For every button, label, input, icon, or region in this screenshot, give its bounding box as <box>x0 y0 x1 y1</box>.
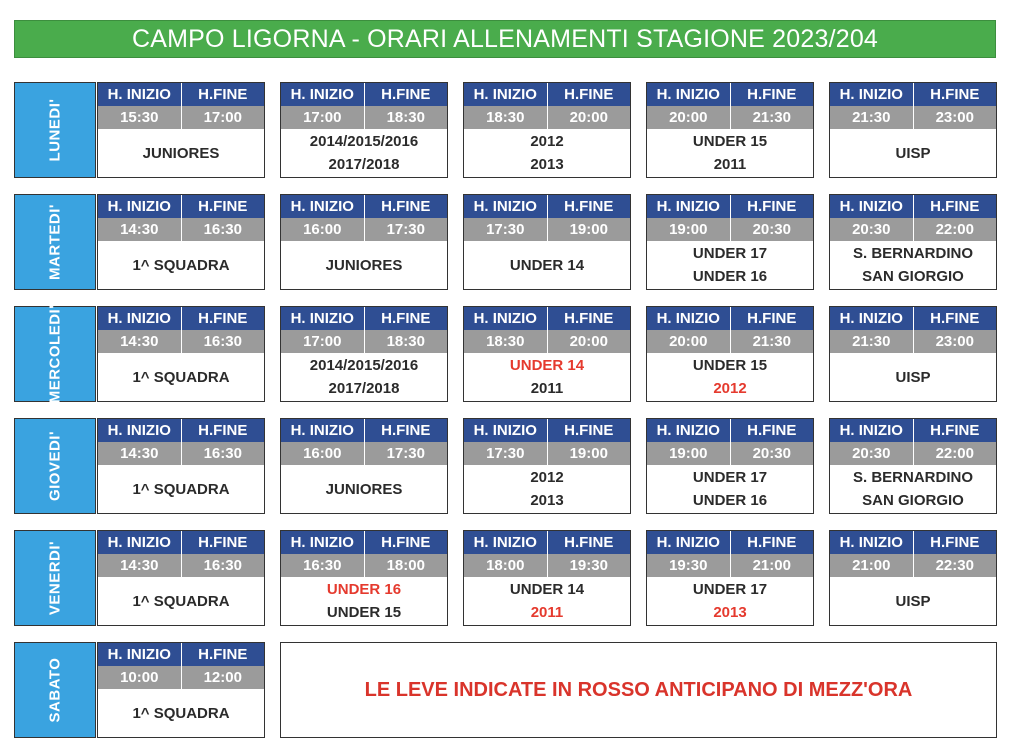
slot-time-row <box>464 330 630 353</box>
slot-teams <box>830 129 996 177</box>
end-header: H.FINE <box>564 198 614 215</box>
team-name: 2012 <box>713 380 747 397</box>
start-header: H. INIZIO <box>464 307 548 330</box>
start-time: 15:30 <box>98 106 182 129</box>
end-header: H.FINE <box>564 310 614 327</box>
training-slot <box>280 82 448 178</box>
slot-header-row <box>281 83 447 106</box>
slot-time-row <box>647 330 813 353</box>
start-header: H. INIZIO <box>647 83 731 106</box>
training-slot <box>97 418 265 514</box>
slot-teams <box>281 129 447 177</box>
team-name: UNDER 14 <box>509 357 585 374</box>
team-name: 2011 <box>530 604 564 621</box>
slot-time-row <box>830 330 996 353</box>
slot-header-row <box>281 419 447 442</box>
team-name: JUNIORES <box>142 144 220 162</box>
start-header: H. INIZIO <box>281 83 365 106</box>
slot-teams <box>647 241 813 289</box>
team-name: SAN GIORGIO <box>862 268 964 285</box>
end-header: H.FINE <box>930 198 980 215</box>
start-header: H. INIZIO <box>281 531 365 554</box>
slot-header-row <box>647 307 813 330</box>
team-name: 1^ SQUADRA <box>132 704 230 722</box>
training-slot <box>646 418 814 514</box>
end-time: 20:00 <box>569 109 608 126</box>
start-header: H. INIZIO <box>647 195 731 218</box>
slot-time-row <box>98 106 264 129</box>
slot-header-row <box>98 419 264 442</box>
slot-teams <box>647 465 813 513</box>
start-header: H. INIZIO <box>98 307 182 330</box>
slot-teams <box>98 689 264 737</box>
team-name: 2012 <box>530 469 564 486</box>
end-header: H.FINE <box>198 534 248 551</box>
page-title: CAMPO LIGORNA - ORARI ALLENAMENTI STAGIONE 2023/204 <box>14 20 996 58</box>
end-header: H.FINE <box>381 534 431 551</box>
end-time: 19:00 <box>569 221 608 238</box>
training-slot <box>97 530 265 626</box>
slot-time-row <box>647 442 813 465</box>
end-header: H.FINE <box>564 422 614 439</box>
end-time: 18:00 <box>386 557 425 574</box>
team-name: UNDER 16 <box>326 581 402 598</box>
start-header: H. INIZIO <box>830 307 914 330</box>
end-time: 16:30 <box>203 221 242 238</box>
end-time: 20:00 <box>569 333 608 350</box>
training-slot <box>463 306 631 402</box>
start-header: H. INIZIO <box>281 419 365 442</box>
training-slot <box>97 194 265 290</box>
slot-teams <box>98 577 264 625</box>
start-header: H. INIZIO <box>647 531 731 554</box>
end-header: H.FINE <box>747 534 797 551</box>
slot-time-row <box>830 218 996 241</box>
start-time: 19:00 <box>647 442 731 465</box>
slot-teams <box>464 353 630 401</box>
team-name: UNDER 17 <box>692 245 768 262</box>
team-name: 2017/2018 <box>328 156 400 173</box>
slot-time-row <box>464 106 630 129</box>
slot-header-row <box>281 195 447 218</box>
start-time: 14:30 <box>98 218 182 241</box>
start-header: H. INIZIO <box>281 307 365 330</box>
slot-teams <box>98 129 264 177</box>
start-time: 20:00 <box>647 106 731 129</box>
end-time: 21:30 <box>752 109 791 126</box>
slot-teams <box>647 353 813 401</box>
end-time: 12:00 <box>203 669 242 686</box>
end-header: H.FINE <box>381 310 431 327</box>
training-slot <box>829 82 997 178</box>
end-time: 22:00 <box>935 445 974 462</box>
slot-header-row <box>464 307 630 330</box>
end-header: H.FINE <box>930 86 980 103</box>
team-name: UISP <box>895 592 931 610</box>
day-label <box>14 642 96 738</box>
end-time: 20:30 <box>752 221 791 238</box>
slot-time-row <box>647 554 813 577</box>
start-header: H. INIZIO <box>281 195 365 218</box>
training-slot <box>646 194 814 290</box>
slot-header-row <box>830 307 996 330</box>
start-time: 21:30 <box>830 330 914 353</box>
team-name: 2012 <box>530 133 564 150</box>
team-name: UISP <box>895 368 931 386</box>
end-header: H.FINE <box>747 198 797 215</box>
team-name: 1^ SQUADRA <box>132 480 230 498</box>
start-time: 16:00 <box>281 442 365 465</box>
start-time: 17:00 <box>281 106 365 129</box>
start-header: H. INIZIO <box>830 83 914 106</box>
team-name: S. BERNARDINO <box>852 245 973 262</box>
slot-header-row <box>98 531 264 554</box>
start-time: 10:00 <box>98 666 182 689</box>
start-header: H. INIZIO <box>830 531 914 554</box>
slot-teams <box>647 129 813 177</box>
end-time: 19:00 <box>569 445 608 462</box>
slot-header-row <box>464 531 630 554</box>
team-name: UISP <box>895 144 931 162</box>
end-header: H.FINE <box>747 86 797 103</box>
team-name: 2017/2018 <box>328 380 400 397</box>
start-time: 18:30 <box>464 106 548 129</box>
team-name: UNDER 15 <box>326 604 402 621</box>
slot-time-row <box>281 106 447 129</box>
end-time: 23:00 <box>935 333 974 350</box>
start-header: H. INIZIO <box>98 419 182 442</box>
start-time: 18:00 <box>464 554 548 577</box>
slot-time-row <box>98 666 264 689</box>
start-time: 20:00 <box>647 330 731 353</box>
start-header: H. INIZIO <box>464 83 548 106</box>
team-name: JUNIORES <box>325 480 403 498</box>
slot-time-row <box>98 330 264 353</box>
slot-header-row <box>464 419 630 442</box>
start-time: 16:30 <box>281 554 365 577</box>
slot-teams <box>464 129 630 177</box>
day-name: SABATO <box>46 657 64 723</box>
start-time: 21:30 <box>830 106 914 129</box>
team-name: 2013 <box>530 156 564 173</box>
end-header: H.FINE <box>381 198 431 215</box>
team-name: UNDER 15 <box>692 357 768 374</box>
slot-teams <box>647 577 813 625</box>
slot-time-row <box>281 442 447 465</box>
slot-time-row <box>281 554 447 577</box>
slot-teams <box>281 353 447 401</box>
start-header: H. INIZIO <box>464 195 548 218</box>
start-time: 17:30 <box>464 218 548 241</box>
slot-teams <box>464 465 630 513</box>
day-label <box>14 306 96 402</box>
day-label <box>14 530 96 626</box>
end-header: H.FINE <box>930 534 980 551</box>
training-slot <box>646 530 814 626</box>
end-header: H.FINE <box>564 534 614 551</box>
end-header: H.FINE <box>930 310 980 327</box>
slot-teams <box>98 353 264 401</box>
day-label <box>14 194 96 290</box>
start-time: 14:30 <box>98 330 182 353</box>
end-header: H.FINE <box>198 86 248 103</box>
slot-header-row <box>647 195 813 218</box>
team-name: UNDER 16 <box>692 492 768 509</box>
team-name: UNDER 16 <box>692 268 768 285</box>
slot-teams <box>830 577 996 625</box>
end-time: 21:00 <box>752 557 791 574</box>
day-label <box>14 418 96 514</box>
slot-header-row <box>281 307 447 330</box>
start-header: H. INIZIO <box>98 195 182 218</box>
slot-teams <box>98 465 264 513</box>
training-slot <box>829 418 997 514</box>
end-time: 16:30 <box>203 333 242 350</box>
start-header: H. INIZIO <box>830 195 914 218</box>
start-time: 20:30 <box>830 442 914 465</box>
slot-header-row <box>830 531 996 554</box>
start-time: 18:30 <box>464 330 548 353</box>
end-time: 21:30 <box>752 333 791 350</box>
day-name: GIOVEDI' <box>46 430 64 502</box>
slot-header-row <box>647 83 813 106</box>
team-name: JUNIORES <box>325 256 403 274</box>
slot-time-row <box>281 330 447 353</box>
end-header: H.FINE <box>930 422 980 439</box>
training-slot <box>646 82 814 178</box>
team-name: UNDER 17 <box>692 581 768 598</box>
training-slot <box>280 530 448 626</box>
team-name: UNDER 14 <box>509 256 585 274</box>
start-time: 19:30 <box>647 554 731 577</box>
end-header: H.FINE <box>381 86 431 103</box>
start-time: 16:00 <box>281 218 365 241</box>
slot-teams <box>98 241 264 289</box>
start-time: 14:30 <box>98 442 182 465</box>
end-time: 20:30 <box>752 445 791 462</box>
end-header: H.FINE <box>747 422 797 439</box>
day-name: LUNEDI' <box>46 98 64 162</box>
slot-header-row <box>830 83 996 106</box>
slot-header-row <box>98 643 264 666</box>
end-time: 18:30 <box>386 109 425 126</box>
start-time: 19:00 <box>647 218 731 241</box>
start-time: 14:30 <box>98 554 182 577</box>
slot-header-row <box>647 531 813 554</box>
start-time: 17:00 <box>281 330 365 353</box>
slot-time-row <box>830 442 996 465</box>
team-name: 1^ SQUADRA <box>132 368 230 386</box>
day-name: VENERDI' <box>46 540 64 616</box>
team-name: SAN GIORGIO <box>862 492 964 509</box>
team-name: 2011 <box>530 380 564 397</box>
end-time: 22:30 <box>935 557 974 574</box>
training-slot <box>280 418 448 514</box>
slot-teams <box>830 353 996 401</box>
start-header: H. INIZIO <box>464 419 548 442</box>
start-time: 20:30 <box>830 218 914 241</box>
training-slot <box>829 194 997 290</box>
slot-header-row <box>98 83 264 106</box>
end-header: H.FINE <box>564 86 614 103</box>
training-slot <box>829 306 997 402</box>
slot-header-row <box>464 83 630 106</box>
slot-header-row <box>647 419 813 442</box>
team-name: 2014/2015/2016 <box>309 357 419 374</box>
end-time: 18:30 <box>386 333 425 350</box>
training-slot <box>280 194 448 290</box>
slot-header-row <box>830 419 996 442</box>
team-name: 1^ SQUADRA <box>132 256 230 274</box>
training-slot <box>463 530 631 626</box>
end-time: 19:30 <box>569 557 608 574</box>
team-name: UNDER 15 <box>692 133 768 150</box>
slot-time-row <box>98 442 264 465</box>
slot-time-row <box>464 442 630 465</box>
slot-time-row <box>98 554 264 577</box>
team-name: S. BERNARDINO <box>852 469 973 486</box>
training-slot <box>463 194 631 290</box>
end-time: 17:30 <box>386 445 425 462</box>
end-time: 16:30 <box>203 557 242 574</box>
start-header: H. INIZIO <box>98 531 182 554</box>
slot-teams <box>830 241 996 289</box>
end-time: 22:00 <box>935 221 974 238</box>
slot-header-row <box>281 531 447 554</box>
slot-header-row <box>98 307 264 330</box>
slot-time-row <box>647 106 813 129</box>
slot-time-row <box>281 218 447 241</box>
slot-time-row <box>830 554 996 577</box>
slot-time-row <box>647 218 813 241</box>
day-label <box>14 82 96 178</box>
team-name: 2013 <box>530 492 564 509</box>
start-header: H. INIZIO <box>830 419 914 442</box>
team-name: 2011 <box>713 156 747 173</box>
slot-teams <box>830 465 996 513</box>
start-time: 17:30 <box>464 442 548 465</box>
red-teams-note: LE LEVE INDICATE IN ROSSO ANTICIPANO DI MEZZ'ORA <box>280 642 997 738</box>
training-slot <box>97 306 265 402</box>
team-name: 2013 <box>713 604 747 621</box>
slot-time-row <box>98 218 264 241</box>
end-header: H.FINE <box>198 422 248 439</box>
training-slot <box>280 306 448 402</box>
slot-header-row <box>464 195 630 218</box>
training-slot <box>829 530 997 626</box>
day-name: MERCOLEDI' <box>46 304 64 404</box>
start-header: H. INIZIO <box>647 307 731 330</box>
slot-header-row <box>830 195 996 218</box>
slot-teams <box>281 577 447 625</box>
start-header: H. INIZIO <box>647 419 731 442</box>
end-header: H.FINE <box>198 646 248 663</box>
end-time: 16:30 <box>203 445 242 462</box>
slot-teams <box>281 241 447 289</box>
slot-time-row <box>464 218 630 241</box>
start-time: 21:00 <box>830 554 914 577</box>
start-header: H. INIZIO <box>464 531 548 554</box>
end-header: H.FINE <box>198 310 248 327</box>
slot-time-row <box>464 554 630 577</box>
training-slot <box>97 82 265 178</box>
slot-time-row <box>830 106 996 129</box>
team-name: UNDER 17 <box>692 469 768 486</box>
day-name: MARTEDI' <box>46 204 64 280</box>
slot-teams <box>464 241 630 289</box>
training-slot <box>646 306 814 402</box>
team-name: 1^ SQUADRA <box>132 592 230 610</box>
team-name: 2014/2015/2016 <box>309 133 419 150</box>
end-time: 17:00 <box>203 109 242 126</box>
slot-teams <box>281 465 447 513</box>
start-header: H. INIZIO <box>98 643 182 666</box>
training-slot <box>463 82 631 178</box>
end-header: H.FINE <box>381 422 431 439</box>
end-header: H.FINE <box>198 198 248 215</box>
team-name: UNDER 14 <box>509 581 585 598</box>
training-slot <box>97 642 265 738</box>
slot-teams <box>464 577 630 625</box>
end-time: 23:00 <box>935 109 974 126</box>
training-slot <box>463 418 631 514</box>
slot-header-row <box>98 195 264 218</box>
start-header: H. INIZIO <box>98 83 182 106</box>
end-time: 17:30 <box>386 221 425 238</box>
end-header: H.FINE <box>747 310 797 327</box>
